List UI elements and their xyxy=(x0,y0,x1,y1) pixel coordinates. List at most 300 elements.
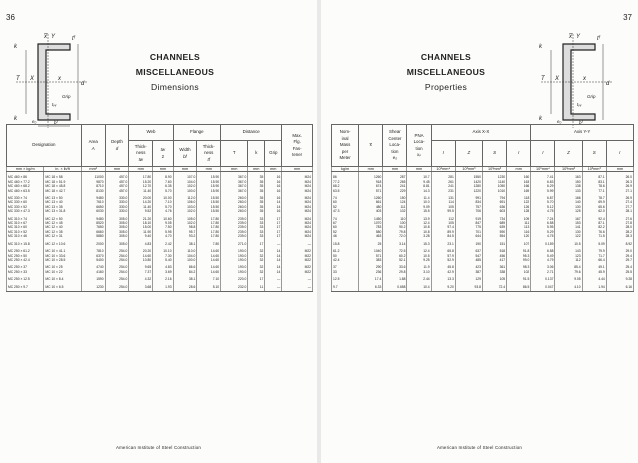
table-cell: 919 xyxy=(455,214,482,221)
table-cell: 14.60 xyxy=(197,246,221,253)
table-cell: 9.25 xyxy=(407,258,431,262)
table-cell: 9.52 xyxy=(129,209,153,213)
figure-label-grip: Grip xyxy=(587,94,596,99)
table-cell: 3.14 xyxy=(383,239,407,246)
table-cell: 65.6 xyxy=(582,205,606,209)
figure-label-k: k xyxy=(539,44,542,50)
table-cell: 5.29 xyxy=(531,230,555,234)
table-cell: MC 250 × 9.7 xyxy=(7,282,44,292)
table-cell: M24 xyxy=(282,184,313,188)
table-cell: MC 13 × 31.8 xyxy=(44,209,81,213)
table-cell: 7650 xyxy=(81,225,105,229)
table-cell: 783 xyxy=(359,225,383,229)
table-cell: 239.0 xyxy=(221,234,248,238)
table-cell: 637 xyxy=(455,246,482,253)
table-cell: 122 xyxy=(555,234,582,238)
page-number: 37 xyxy=(623,13,632,22)
table-cell: 6.33 xyxy=(359,282,383,292)
table-cell: 77.1 xyxy=(582,189,606,193)
table-cell: 72.4 xyxy=(482,282,506,292)
table-cell: MC 10 × 41.1 xyxy=(44,246,81,253)
table-cell: 49.1 xyxy=(582,262,606,269)
table-cell: 5400 xyxy=(81,258,105,262)
table-cell: 169 xyxy=(507,189,531,193)
table-cell: 111 xyxy=(383,205,407,209)
table-cell: 32 xyxy=(248,254,265,258)
right-page xyxy=(321,0,638,463)
table-cell: 834 xyxy=(455,200,482,204)
table-cell: 6.83 xyxy=(531,180,555,184)
table-cell: 1450 xyxy=(359,214,383,221)
table-cell: 23.1 xyxy=(431,239,455,246)
table-cell: 463 xyxy=(359,234,383,238)
table-cell: 6660 xyxy=(81,230,105,234)
table-cell: 9.20 xyxy=(431,282,455,292)
table-cell: 27.1 xyxy=(606,189,633,193)
table-cell: 1420 xyxy=(455,180,482,184)
table-cell: 457.0 xyxy=(105,184,129,188)
table-cell: 93.8 xyxy=(455,282,482,292)
dimensions-table xyxy=(6,124,313,292)
table-cell: 32 xyxy=(248,258,265,262)
unit-cell: mm xyxy=(383,167,407,172)
table-cell: 734 xyxy=(482,214,506,221)
table-cell: 85.4 xyxy=(555,262,582,269)
table-cell: 33 xyxy=(248,230,265,234)
table-cell: 14 xyxy=(265,258,282,262)
table-cell: 35 xyxy=(248,200,265,204)
table-cell: 60 xyxy=(332,200,359,204)
table-cell: 9870 xyxy=(81,180,105,184)
table-cell: 20.00 xyxy=(129,193,153,200)
table-cell: 706 xyxy=(455,209,482,213)
table-cell: 92.4 xyxy=(582,214,606,221)
table-cell: 457.0 xyxy=(105,172,129,180)
table-cell: 35 xyxy=(248,180,265,184)
table-cell: 8.92 xyxy=(606,239,633,246)
page-footer: American Institute of Steel Construction xyxy=(436,445,523,450)
table-cell: 14.60 xyxy=(197,258,221,262)
header-flange-width: Width bf xyxy=(173,141,197,167)
table-cell: 16 xyxy=(265,184,282,188)
table-cell: 25.4 xyxy=(606,262,633,269)
header-shear-center: Shear Center Loca- tion e₀ xyxy=(383,125,407,167)
table-cell: 8130 xyxy=(81,189,105,193)
table-cell: 232.0 xyxy=(221,282,248,292)
table-cell: 100 xyxy=(383,221,407,225)
table-cell: 26.3 xyxy=(606,180,633,184)
table-cell: 367.0 xyxy=(221,172,248,180)
table-cell: 45.9 xyxy=(582,270,606,274)
table-cell: M24 xyxy=(282,209,313,213)
table-cell: 7.10 xyxy=(197,274,221,281)
table-cell: 4160 xyxy=(81,270,105,274)
channel-section-figure xyxy=(533,30,633,130)
table-cell: 590 xyxy=(482,230,506,234)
table-cell: 57.9 xyxy=(431,254,455,258)
header-flange-thickness: Thick- ness tf xyxy=(197,141,221,167)
header-depth: Depth d xyxy=(105,125,129,167)
table-cell: 330.0 xyxy=(105,200,129,204)
table-cell: 6370 xyxy=(81,254,105,258)
table-row xyxy=(332,193,634,200)
table-cell: 143 xyxy=(555,246,582,253)
table-cell: MC 13 × 50 xyxy=(44,193,81,200)
figure-label-x: x xyxy=(583,76,586,82)
table-cell: M24 xyxy=(282,180,313,184)
table-cell: 25.5 xyxy=(606,270,633,274)
table-cell: 28.0 xyxy=(606,225,633,229)
table-cell: MC 13 × 40 xyxy=(44,200,81,204)
table-cell: 338 xyxy=(482,270,506,274)
table-cell: MC 18 × 51.9 xyxy=(44,180,81,184)
table-row xyxy=(7,274,313,281)
table-cell: M24 xyxy=(282,205,313,209)
table-cell: 86.6 xyxy=(173,262,197,269)
table-cell: 17.80 xyxy=(197,221,221,225)
table-cell: 72.5 xyxy=(383,246,407,253)
table-cell: 35 xyxy=(248,184,265,188)
table-cell: 28.2 xyxy=(606,230,633,234)
table-cell: 636 xyxy=(482,205,506,209)
table-cell: 126 xyxy=(507,205,531,209)
table-cell: 330.0 xyxy=(105,193,129,200)
table-cell: 10.60 xyxy=(153,214,173,221)
table-cell: 52.9 xyxy=(431,258,455,262)
table-cell: M24 xyxy=(282,172,313,180)
figure-label-tw: tᵥᵥ xyxy=(52,102,57,107)
table-cell: 15.5 xyxy=(407,209,431,213)
table-cell: 1230 xyxy=(482,172,506,180)
table-cell: 383 xyxy=(359,258,383,262)
table-cell: 26.0 xyxy=(606,172,633,180)
table-cell: — xyxy=(282,282,313,292)
table-cell: 5.99 xyxy=(531,189,555,193)
figure-label-grip: Grip xyxy=(62,94,71,99)
table-cell: 9.05 xyxy=(555,274,582,281)
table-cell: 3.10 xyxy=(407,270,431,274)
table-cell: 105 xyxy=(431,205,455,209)
table-cell: 91.5 xyxy=(507,274,531,281)
table-cell: 52 xyxy=(332,205,359,209)
table-cell: 12.4 xyxy=(407,221,431,225)
table-cell: 107 xyxy=(507,239,531,246)
table-cell: 3.68 xyxy=(129,282,153,292)
table-cell: M24 xyxy=(282,221,313,225)
table-cell: 17.4 xyxy=(359,274,383,281)
figure-label-bf: bᶠ xyxy=(54,120,58,125)
unit-cell: 10³mm³ xyxy=(555,167,582,172)
table-cell: 4.83 xyxy=(129,239,153,246)
table-cell: 1070 xyxy=(359,221,383,225)
table-cell: 15.90 xyxy=(197,189,221,193)
table-cell: 367.0 xyxy=(221,184,248,188)
figure-label-Y: Y xyxy=(51,34,56,40)
table-cell: 3.28 xyxy=(407,234,431,238)
header-flange: Flange xyxy=(173,125,221,141)
figure-label-bf: bᶠ xyxy=(579,120,583,125)
header-Zx: Z xyxy=(455,141,482,167)
table-cell: 644 xyxy=(455,234,482,238)
table-cell: 1220 xyxy=(455,189,482,193)
table-cell: 0.658 xyxy=(383,282,407,292)
figure-label-xbar: x̅ xyxy=(44,34,47,40)
table-row xyxy=(332,172,634,180)
table-cell: 5880 xyxy=(81,234,105,238)
page-title: CHANNELS MISCELLANEOUS Properties xyxy=(406,52,486,92)
table-cell: 691 xyxy=(482,200,506,204)
table-cell: — xyxy=(282,274,313,281)
table-cell: 10.8 xyxy=(407,225,431,229)
table-cell: 330.0 xyxy=(105,209,129,213)
table-cell: 15.90 xyxy=(197,180,221,184)
table-cell: 4.75 xyxy=(531,209,555,213)
table-cell: — xyxy=(265,239,282,246)
table-cell: M24 xyxy=(282,200,313,204)
table-cell: — xyxy=(265,282,282,292)
table-row xyxy=(332,239,634,246)
header-ry: r xyxy=(606,141,633,167)
table-cell: 701 xyxy=(455,230,482,234)
table-cell: 5.95 xyxy=(531,225,555,229)
table-cell: 93.2 xyxy=(173,234,197,238)
table-cell: 17 xyxy=(265,225,282,229)
table-cell: 5.49 xyxy=(531,254,555,258)
table-cell: 71.5 xyxy=(582,234,606,238)
table-cell: 63.5 xyxy=(332,189,359,193)
table-cell: 5.10 xyxy=(197,282,221,292)
table-cell: 84.5 xyxy=(431,234,455,238)
table-cell: 15.50 xyxy=(197,205,221,209)
table-cell: 52.1 xyxy=(383,258,407,262)
table-cell: 0.047 xyxy=(531,282,555,292)
table-cell: 10.80 xyxy=(129,258,153,262)
table-cell: 99.5 xyxy=(431,209,455,213)
table-cell: 79.9 xyxy=(582,246,606,253)
unit-cell: mm xyxy=(407,167,431,172)
table-cell: 2.71 xyxy=(531,270,555,274)
unit-cell: mm xyxy=(507,167,531,172)
table-cell: 239.0 xyxy=(221,230,248,234)
table-cell: 17 xyxy=(265,234,282,238)
table-cell: 16 xyxy=(265,193,282,200)
table-cell: 254.0 xyxy=(105,246,129,253)
table-cell: 9480 xyxy=(81,193,105,200)
table-cell: 11.4 xyxy=(407,193,431,200)
table-cell: 417 xyxy=(482,258,506,262)
table-cell: 674 xyxy=(359,184,383,188)
table-cell: 423 xyxy=(455,262,482,269)
header-area: Area A xyxy=(81,125,105,167)
table-cell: 5.70 xyxy=(531,200,555,204)
unit-cell: mm² xyxy=(81,167,105,172)
table-cell: 10.7 xyxy=(407,172,431,180)
table-row xyxy=(7,262,313,269)
table-cell: 8710 xyxy=(81,184,105,188)
table-cell: 12.70 xyxy=(129,184,153,188)
table-cell: MC 310 × 46 xyxy=(7,234,44,238)
table-cell: 95.7 xyxy=(173,230,197,234)
table-cell: 7.24 xyxy=(531,214,555,221)
table-cell: 991 xyxy=(455,193,482,200)
table-cell: 128 xyxy=(507,209,531,213)
table-cell: 104.0 xyxy=(173,180,197,184)
table-cell: M22 xyxy=(282,258,313,262)
table-cell: 1.93 xyxy=(153,282,173,292)
header-Sy: S xyxy=(582,141,606,167)
table-cell: MC 330 × 74 xyxy=(7,193,44,200)
table-cell: 37 xyxy=(332,262,359,269)
table-cell: 2.42 xyxy=(153,239,173,246)
table-cell: 26.9 xyxy=(606,193,633,200)
unit-cell: mm × kg/m xyxy=(7,167,44,172)
figure-label-d: d xyxy=(606,81,610,87)
table-cell: 61.2 xyxy=(332,246,359,253)
table-cell: M22 xyxy=(282,270,313,274)
table-cell: 847 xyxy=(455,221,482,225)
table-cell: 45.8 xyxy=(431,262,455,269)
table-cell: 38.1 xyxy=(173,274,197,281)
table-cell: 2000 xyxy=(81,239,105,246)
table-cell: 5.40 xyxy=(153,258,173,262)
table-cell: 190.0 xyxy=(221,270,248,274)
table-cell: 15.50 xyxy=(197,193,221,200)
table-cell: 15.3 xyxy=(407,239,431,246)
table-cell: 6.58 xyxy=(531,221,555,225)
table-cell: 90.2 xyxy=(383,225,407,229)
table-cell: 17.80 xyxy=(197,234,221,238)
table-cell: 125 xyxy=(555,209,582,213)
table-cell: 141 xyxy=(555,225,582,229)
table-cell: 20.20 xyxy=(129,246,153,253)
table-cell: MC 10 × 25 xyxy=(44,262,81,269)
table-cell: 9.40 xyxy=(129,234,153,238)
table-cell: MC 10 × 33.6 xyxy=(44,254,81,258)
figure-label-k-bottom: k xyxy=(14,116,17,122)
table-cell: M24 xyxy=(282,193,313,200)
table-cell: MC 18 × 42.7 xyxy=(44,189,81,193)
table-cell: 367.0 xyxy=(221,180,248,184)
table-cell: 33 xyxy=(248,234,265,238)
table-cell: 7.80 xyxy=(197,239,221,246)
table-cell: 3.06 xyxy=(531,262,555,269)
table-cell: 775 xyxy=(455,225,482,229)
table-cell: 112 xyxy=(555,258,582,262)
table-cell: — xyxy=(265,274,282,281)
table-row xyxy=(7,239,313,246)
table-cell: M24 xyxy=(282,214,313,221)
table-cell: 5.70 xyxy=(153,189,173,193)
table-cell: 13.3 xyxy=(431,274,455,281)
table-cell: 305.0 xyxy=(105,221,129,225)
table-cell: 603 xyxy=(482,209,506,213)
table-cell: 4.76 xyxy=(153,209,173,213)
table-cell: MC 250 × 37 xyxy=(7,262,44,269)
table-cell: 110.0 xyxy=(173,246,197,253)
table-cell: 140 xyxy=(555,200,582,204)
table-cell: 98.8 xyxy=(173,225,197,229)
table-cell: 480 xyxy=(359,205,383,209)
table-cell: 2.16 xyxy=(153,274,173,281)
table-cell: 29.4 xyxy=(606,254,633,258)
table-cell: M22 xyxy=(282,246,313,253)
table-cell: MC 310 × 67 xyxy=(7,221,44,225)
table-cell: 1590 xyxy=(81,274,105,281)
table-cell: 99.0 xyxy=(507,258,531,262)
table-cell: 1260 xyxy=(359,193,383,200)
table-cell: 7.37 xyxy=(129,270,153,274)
table-cell: 87.1 xyxy=(582,221,606,225)
table-cell: 112 xyxy=(431,214,455,221)
table-cell: 3.69 xyxy=(153,270,173,274)
table-cell: 260.0 xyxy=(221,200,248,204)
unit-cell: 10³mm³ xyxy=(455,167,482,172)
table-cell: 757 xyxy=(455,205,482,209)
table-row xyxy=(7,193,313,200)
table-cell: 580 xyxy=(359,230,383,234)
table-cell: 15.90 xyxy=(197,172,221,180)
table-cell: 457.0 xyxy=(105,189,129,193)
unit-cell: mm xyxy=(129,167,153,172)
table-row xyxy=(7,282,313,292)
table-cell: 1280 xyxy=(455,184,482,188)
table-cell: 5.70 xyxy=(153,205,173,209)
table-cell: MC 12 × 40 xyxy=(44,225,81,229)
table-row xyxy=(332,262,634,269)
table-cell: 14.3 xyxy=(407,189,431,193)
table-row xyxy=(7,214,313,221)
table-cell: MC 250 × 61.2 xyxy=(7,246,44,253)
table-cell: 254.0 xyxy=(105,262,129,269)
table-cell: 1140 xyxy=(482,180,506,184)
table-cell: MC 460 × 86 xyxy=(7,172,44,180)
table-cell: 60.2 xyxy=(383,254,407,258)
table-cell: 77.2 xyxy=(332,180,359,184)
header-k: k xyxy=(248,141,265,167)
table-cell: 254.0 xyxy=(105,282,129,292)
table-cell: 9.09 xyxy=(407,205,431,209)
table-cell: MC 330 × 47.3 xyxy=(7,209,44,213)
table-cell: 109 xyxy=(507,214,531,221)
table-cell: 166 xyxy=(555,193,582,200)
table-cell: 163 xyxy=(555,172,582,180)
table-cell: 236 xyxy=(359,270,383,274)
table-cell: 10.10 xyxy=(153,246,173,253)
table-cell: 69.9 xyxy=(582,200,606,204)
table-cell: 11000 xyxy=(81,172,105,180)
table-cell: 118 xyxy=(507,193,531,200)
table-cell: MC 12 × 31 xyxy=(44,234,81,238)
table-cell: 689 xyxy=(482,221,506,225)
table-cell: 15.50 xyxy=(197,209,221,213)
table-cell: 130 xyxy=(555,230,582,234)
unit-cell: mm xyxy=(173,167,197,172)
table-cell: 5.12 xyxy=(531,205,555,209)
table-cell: 107.0 xyxy=(173,172,197,180)
header-axis-y: Axis Y-Y xyxy=(531,125,634,141)
header-Iy: I xyxy=(531,141,555,167)
table-cell: 17.80 xyxy=(197,225,221,229)
table-cell: 7.30 xyxy=(153,254,173,258)
table-cell: 15.50 xyxy=(197,200,221,204)
table-cell: 10.5 xyxy=(407,254,431,258)
table-cell: MC 18 × 45.8 xyxy=(44,184,81,188)
table-cell: 15.00 xyxy=(129,225,153,229)
table-cell: 11 xyxy=(248,282,265,292)
table-cell: 10.4 xyxy=(407,282,431,292)
header-max-fastener: Max. Flg. Fas- tener xyxy=(282,125,313,167)
table-cell: 35 xyxy=(248,193,265,200)
